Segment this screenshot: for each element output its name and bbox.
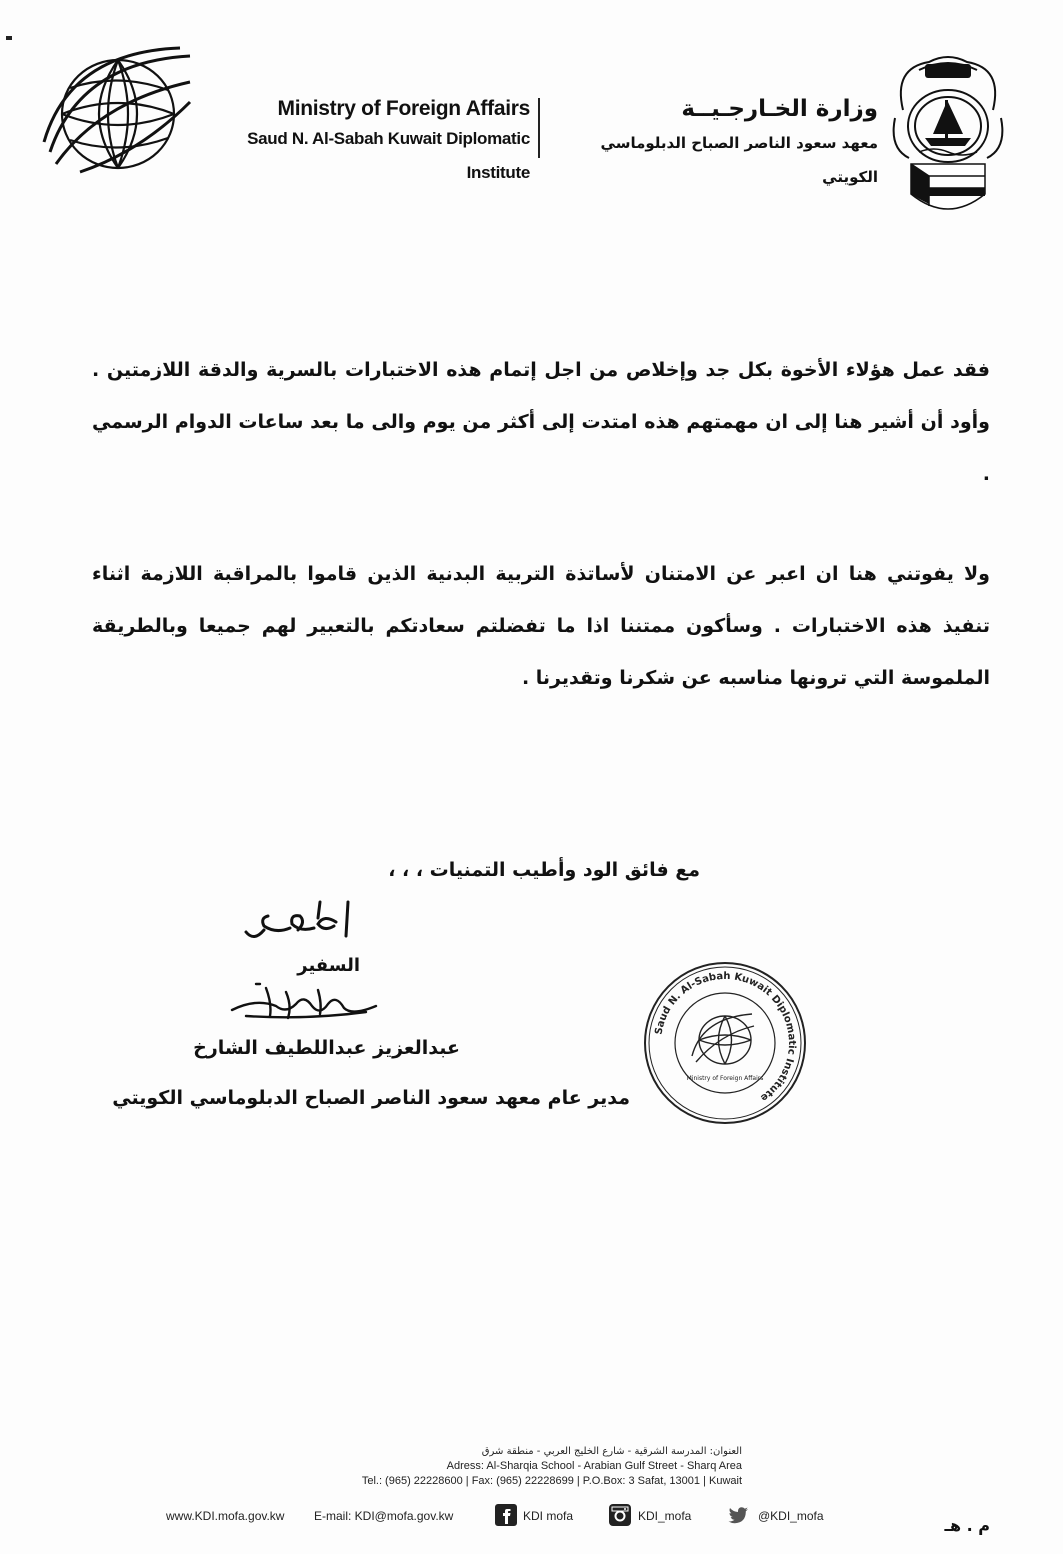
scan-mark <box>6 36 12 40</box>
body-paragraph-2: ولا يفوتني هنا ان اعبر عن الامتنان لأساتذة التربية البدنية الذين قاموا بالمراقبة اللازمة اثناء تنفيذ هذه الاختبارات . وسأكون ممتننا اذا ما تفضلتم سعادتكم بالتعبير لهم جميعا وبالطريقة الملموسة التي ترونها مناسبه عن شكرنا وتقديرنا . <box>92 563 990 689</box>
signature-scribble <box>226 980 386 1026</box>
signatory-title: السفير <box>297 955 360 976</box>
institute-name-ar: معهد سعود الناصر الصباح الدبلوماسي الكويتي <box>600 134 878 186</box>
institute-stamp <box>640 958 810 1128</box>
svg-text:Saud N. Al-Sabah Kuwait Diplom: Saud N. Al-Sabah Kuwait Diplomatic Institute <box>653 970 798 1104</box>
facebook-handle[interactable]: KDI mofa <box>523 1509 574 1523</box>
footer-links <box>166 1503 866 1533</box>
twitter-handle[interactable]: @KDI_mofa <box>758 1509 824 1523</box>
website-link[interactable]: www.KDI.mofa.gov.kw <box>166 1509 285 1523</box>
page-reference: م . هـ <box>944 1516 990 1535</box>
institute-name-en: Saud N. Al-Sabah Kuwait Diplomatic Institute <box>247 129 530 182</box>
email-link[interactable]: E-mail: KDI@mofa.gov.kw <box>314 1509 454 1523</box>
body-paragraph-1: فقد عمل هؤلاء الأخوة بكل جد وإخلاص من اجل إتمام هذه الاختبارات بالسرية والدقة اللازمتين . وأود أن أشير هنا إلى ان مهمتهم هذه امتدت إلى أكثر من يوم والى ما بعد ساعات الدوام الرسمي . <box>92 359 990 485</box>
letterhead-english <box>200 96 530 190</box>
ministry-name-ar: وزارة الخـارجـيــة <box>681 96 878 122</box>
instagram-handle[interactable]: KDI_mofa <box>638 1509 692 1523</box>
ministry-name-en: Ministry of Foreign Affairs <box>277 97 530 120</box>
signatory-position: مدير عام معهد سعود الناصر الصباح الدبلوماسي الكويتي <box>112 1087 630 1109</box>
letterhead-arabic <box>548 92 878 194</box>
twitter-icon[interactable] <box>726 1503 750 1527</box>
instagram-icon[interactable] <box>608 1503 632 1527</box>
svg-text:Ministry of Foreign Affairs: Ministry of Foreign Affairs <box>686 1075 764 1082</box>
signatory-name: عبدالعزيز عبداللطيف الشارخ <box>193 1037 460 1059</box>
address-arabic: العنوان: المدرسة الشرقية - شارع الخليج العربي - منطقة شرق <box>481 1446 742 1457</box>
globe-logo-icon <box>40 42 200 182</box>
address-english: Adress: Al-Sharqia School - Arabian Gulf Street - Sharq Area <box>446 1460 742 1472</box>
footer-address <box>250 1444 742 1489</box>
contact-numbers: Tel.: (965) 22228600 | Fax: (965) 22228699 | P.O.Box: 3 Safat, 13001 | Kuwait <box>361 1475 742 1487</box>
state-emblem-icon <box>889 48 1007 220</box>
facebook-icon[interactable] <box>494 1503 518 1527</box>
letterhead-divider <box>538 98 540 158</box>
closing-greeting: مع فائق الود وأطيب التمنيات ، ، ، <box>388 859 700 881</box>
handwritten-note <box>240 888 360 948</box>
